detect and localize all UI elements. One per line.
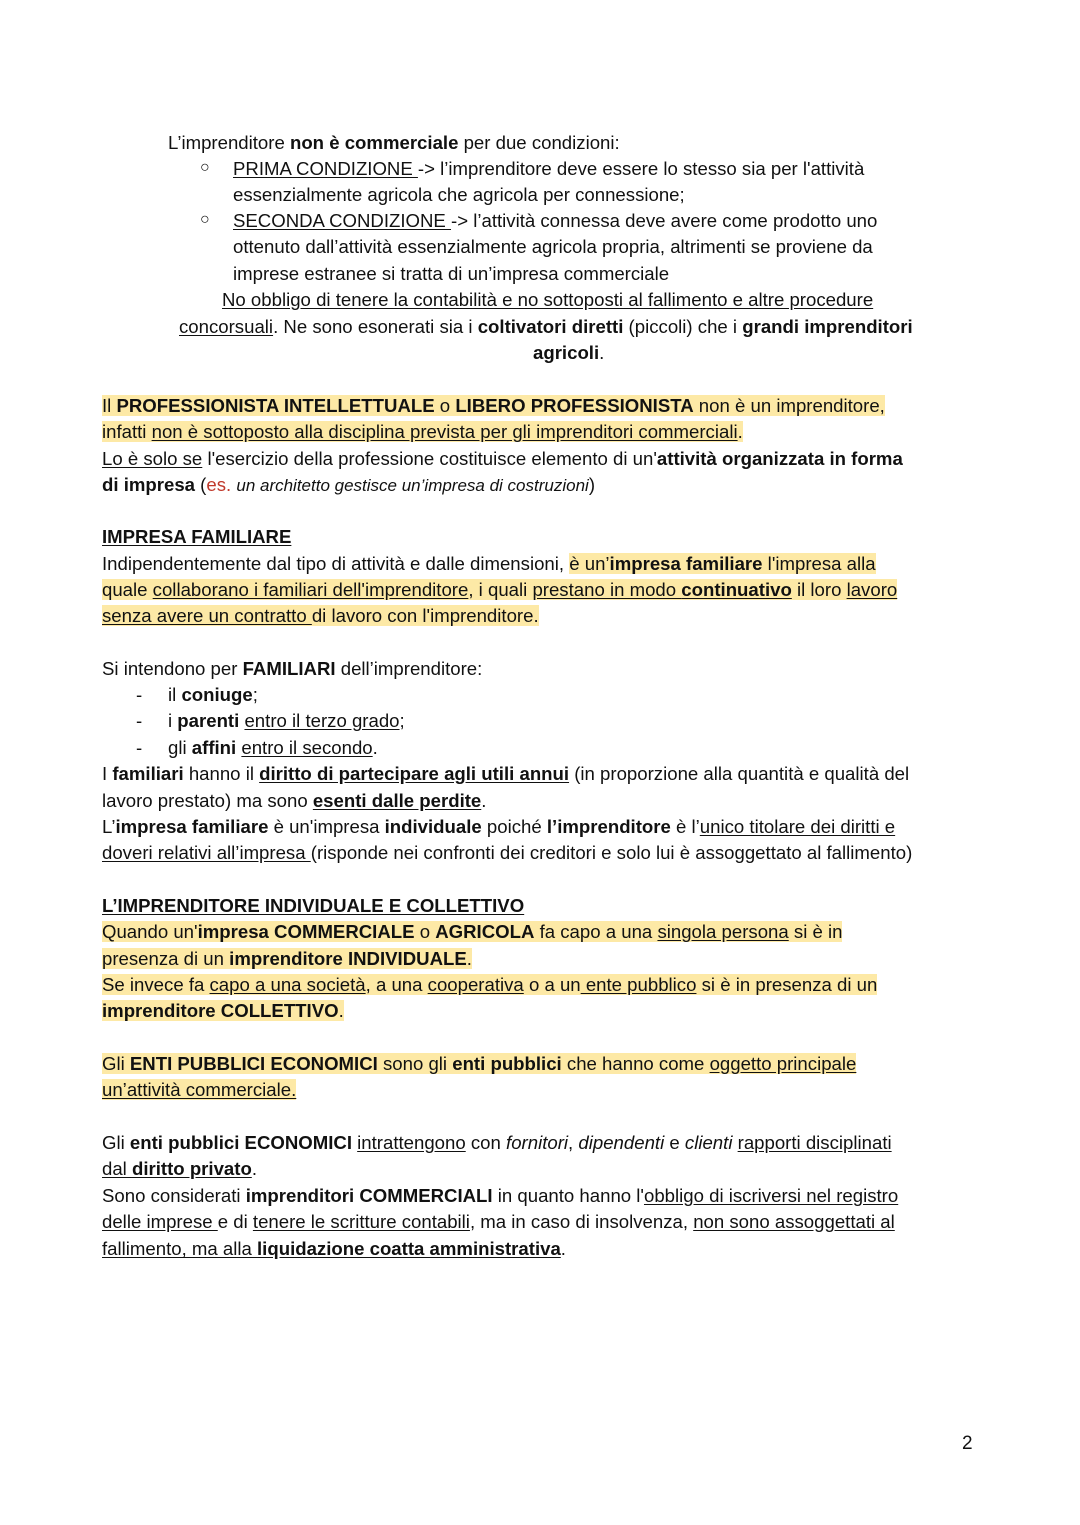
page-number: 2	[962, 1433, 973, 1454]
prof-line-2: infatti non è sottoposto alla disciplina prevista per gli imprenditori commerciali.	[102, 421, 743, 442]
agri-centered-1: No obbligo di tenere la contabilità e no sottoposti al fallimento e altre procedure	[222, 289, 874, 310]
individuale-line-1: L’impresa familiare è un'impresa individuale poiché l’imprenditore è l’unico titolare dei diritti e	[102, 816, 896, 837]
agri-centered-3: agricoli.	[533, 342, 605, 363]
condition-1: PRIMA CONDIZIONE -> l’imprenditore deve essere lo stesso sia per l'attività	[233, 158, 865, 179]
dash-bullet-icon: -	[136, 684, 143, 705]
circle-bullet-icon: ○	[200, 159, 210, 176]
enti-line-6: delle imprese e di tenere le scritture contabili, ma in caso di insolvenza, non sono assoggettati al	[102, 1211, 895, 1232]
condition-2-cont2: imprese estranee si tratta di un’impresa commerciale	[233, 263, 670, 284]
condition-1-cont: essenzialmente agricola che agricola per connessione;	[233, 184, 685, 205]
enti-line-7: fallimento, ma alla liquidazione coatta amministrativa.	[102, 1238, 566, 1259]
list-item: gli affini entro il secondo.	[168, 737, 378, 758]
dash-bullet-icon: -	[136, 737, 143, 758]
ind-line-4: imprenditore COLLETTIVO.	[102, 1000, 344, 1021]
section-title-familiare: IMPRESA FAMILIARE	[102, 526, 292, 547]
utili-line-2: lavoro prestato) ma sono esenti dalle perdite.	[102, 790, 487, 811]
ind-line-1: Quando un'impresa COMMERCIALE o AGRICOLA fa capo a una singola persona si è in	[102, 921, 843, 942]
familiare-line-2: quale collaborano i familiari dell'imprenditore, i quali prestano in modo continuativo il loro lavoro	[102, 579, 898, 600]
familiare-line-1: Indipendentemente dal tipo di attività e dalle dimensioni, è un’impresa familiare l'impresa alla	[102, 553, 876, 574]
enti-line-4: dal diritto privato.	[102, 1158, 257, 1179]
enti-line-5: Sono considerati imprenditori COMMERCIALI in quanto hanno l'obbligo di iscriversi nel registro	[102, 1185, 899, 1206]
enti-line-2: un’attività commerciale.	[102, 1079, 297, 1100]
ind-line-3: Se invece fa capo a una società, a una cooperativa o a un ente pubblico si è in presenza di un	[102, 974, 878, 995]
enti-line-3: Gli enti pubblici ECONOMICI intrattengono con fornitori, dipendenti e clienti rapporti disciplinati	[102, 1132, 892, 1153]
condition-2: SECONDA CONDIZIONE -> l’attività connessa deve avere come prodotto uno	[233, 210, 878, 231]
individuale-line-2: doveri relativi all’impresa (risponde nei confronti dei creditori e solo lui è assoggettato al fallimento)	[102, 842, 913, 863]
prof-line-1: Il PROFESSIONISTA INTELLETTUALE o LIBERO PROFESSIONISTA non è un imprenditore,	[102, 395, 885, 416]
agri-centered-2: concorsuali. Ne sono esonerati sia i coltivatori diretti (piccoli) che i grandi imprenditori	[179, 316, 913, 337]
agri-intro: L’imprenditore non è commerciale per due condizioni:	[168, 132, 620, 153]
utili-line-1: I familiari hanno il diritto di partecipare agli utili annui (in proporzione alla quantità e qualità del	[102, 763, 910, 784]
section-title-individuale: L’IMPRENDITORE INDIVIDUALE E COLLETTIVO	[102, 895, 525, 916]
list-item: il coniuge;	[168, 684, 258, 705]
enti-line-1: Gli ENTI PUBBLICI ECONOMICI sono gli enti pubblici che hanno come oggetto principale	[102, 1053, 857, 1074]
dash-bullet-icon: -	[136, 710, 143, 731]
condition-2-cont: ottenuto dall’attività essenzialmente agricola propria, altrimenti se proviene da	[233, 236, 873, 257]
ind-line-2: presenza di un imprenditore INDIVIDUALE.	[102, 948, 472, 969]
circle-bullet-icon: ○	[200, 211, 210, 228]
prof-line-4: di impresa (es. un architetto gestisce un’impresa di costruzioni)	[102, 474, 596, 495]
prof-line-3: Lo è solo se l'esercizio della professione costituisce elemento di un'attività organizzata in forma	[102, 448, 903, 469]
familiari-intro: Si intendono per FAMILIARI dell’imprenditore:	[102, 658, 483, 679]
familiare-line-3: senza avere un contratto di lavoro con l'imprenditore.	[102, 605, 539, 626]
list-item: i parenti entro il terzo grado;	[168, 710, 405, 731]
